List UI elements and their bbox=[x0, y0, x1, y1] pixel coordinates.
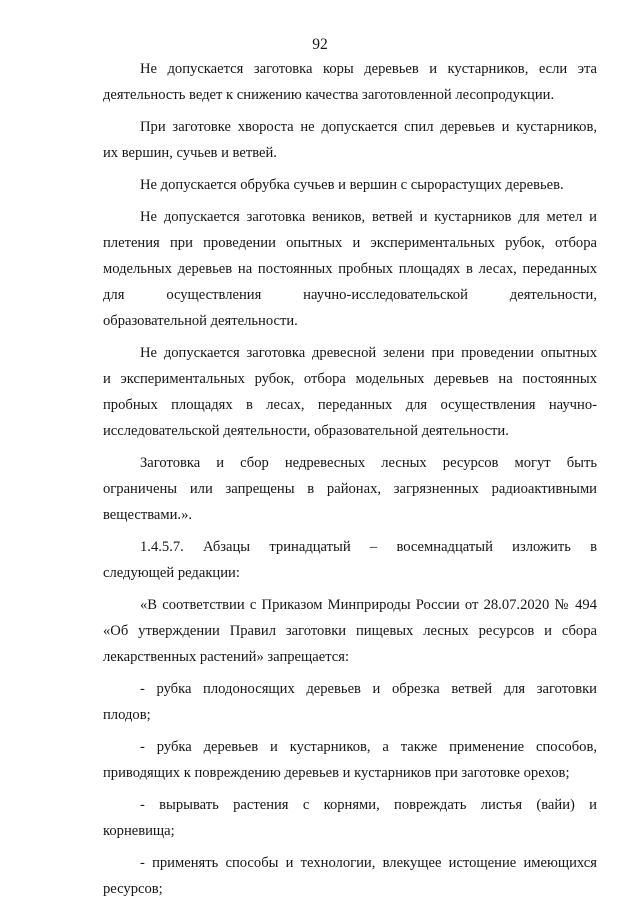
paragraph bbox=[103, 734, 597, 786]
paragraph bbox=[103, 676, 597, 728]
paragraph bbox=[103, 340, 597, 444]
text-line: их вершин, сучьев и ветвей. bbox=[103, 145, 277, 161]
text-line: лекарственных растений» запрещается: bbox=[103, 649, 350, 665]
text-line: приводящих к повреждению деревьев и кустарников при заготовке орехов; bbox=[103, 765, 570, 781]
paragraph bbox=[103, 172, 597, 198]
text-line: 1.4.5.7. Абзацы тринадцатый – восемнадцатый изложить в bbox=[140, 539, 597, 555]
text-line: деятельность ведет к снижению качества заготовленной лесопродукции. bbox=[103, 87, 555, 103]
text-line: - применять способы и технологии, влекущее истощение имеющихся bbox=[140, 855, 597, 871]
text-line: для осуществления научно-исследовательской деятельности, bbox=[103, 287, 597, 303]
paragraph bbox=[103, 450, 597, 528]
paragraph bbox=[103, 534, 597, 586]
text-line: пробных площадях в лесах, переданных для осуществления научно- bbox=[103, 397, 597, 413]
text-line: - рубка деревьев и кустарников, а также применение способов, bbox=[140, 739, 597, 755]
paragraph bbox=[103, 56, 597, 108]
text-line: - рубка плодоносящих деревьев и обрезка ветвей для заготовки bbox=[140, 681, 597, 697]
text-line: корневища; bbox=[103, 823, 175, 839]
text-line: Не допускается заготовка веников, ветвей и кустарников для метел и bbox=[140, 209, 597, 225]
text-line: исследовательской деятельности, образовательной деятельности. bbox=[103, 423, 509, 439]
text-line: При заготовке хвороста не допускается спил деревьев и кустарников, bbox=[140, 119, 597, 135]
paragraph bbox=[103, 204, 597, 334]
text-line: модельных деревьев на постоянных пробных площадях в лесах, переданных bbox=[103, 261, 597, 277]
text-line: ограничены или запрещены в районах, загрязненных радиоактивными bbox=[103, 481, 597, 497]
text-line: и экспериментальных рубок, отбора модельных деревьев на постоянных bbox=[103, 371, 597, 387]
text-line: Не допускается заготовка древесной зелени при проведении опытных bbox=[140, 345, 597, 361]
paragraph bbox=[103, 792, 597, 844]
document-body bbox=[103, 56, 597, 908]
paragraph bbox=[103, 114, 597, 166]
text-line: следующей редакции: bbox=[103, 565, 240, 581]
text-line: Не допускается обрубка сучьев и вершин с сырорастущих деревьев. bbox=[140, 177, 564, 193]
paragraph bbox=[103, 850, 597, 902]
text-line: «В соответствии с Приказом Минприроды России от 28.07.2020 № 494 bbox=[140, 597, 597, 613]
text-line: Не допускается заготовка коры деревьев и кустарников, если эта bbox=[140, 61, 597, 77]
text-line: образовательной деятельности. bbox=[103, 313, 298, 329]
text-line: «Об утверждении Правил заготовки пищевых лесных ресурсов и сбора bbox=[103, 623, 597, 639]
text-line: плодов; bbox=[103, 707, 151, 723]
text-line: плетения при проведении опытных и экспериментальных рубок, отбора bbox=[103, 235, 597, 251]
paragraph bbox=[103, 592, 597, 670]
page-number: 92 bbox=[312, 36, 328, 53]
text-line: Заготовка и сбор недревесных лесных ресурсов могут быть bbox=[140, 455, 597, 471]
text-line: веществами.». bbox=[103, 507, 193, 523]
text-line: ресурсов; bbox=[103, 881, 163, 897]
text-line: - вырывать растения с корнями, повреждать листья (вайи) и bbox=[140, 797, 597, 813]
